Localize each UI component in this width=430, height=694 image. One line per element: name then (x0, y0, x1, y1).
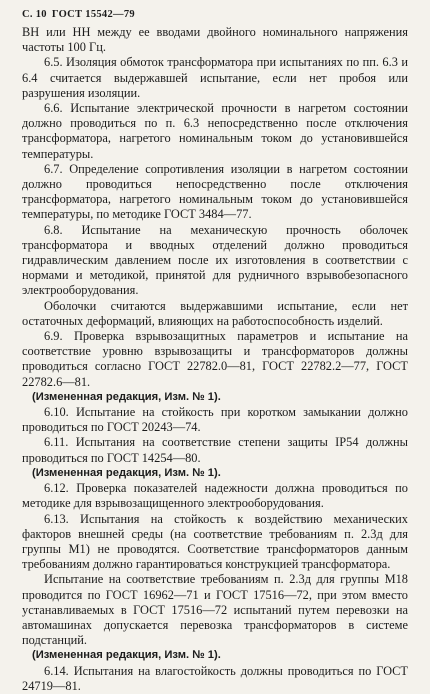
clause-6-13: 6.13. Испытания на стойкость к воздействию механических факторов внешней среды (на соответствие требованиям п. 2.3д для группы М1) не проводятся. Соответствие трансформаторов данным требованиям должно гарантироваться конструкцией трансформатора. (22, 511, 408, 572)
amendment-note: (Измененная редакция, Изм. № 1). (32, 649, 221, 662)
clause-6-5: 6.5. Изоляция обмоток трансформатора при испытаниях по пп. 6.3 и 6.4 считается выдержавшей испытание, если нет пробоя или разрушения изоляции. (22, 55, 408, 100)
amendment-note: (Измененная редакция, Изм. № 1). (32, 466, 221, 479)
clause-6-8-shells: Оболочки считаются выдержавшими испытание, если нет остаточных деформаций, влияющих на работоспособность изделий. (22, 298, 408, 328)
amendment-note: (Измененная редакция, Изм. № 1). (32, 390, 221, 403)
clause-6-6: 6.6. Испытание электрической прочности в нагретом состоянии должно проводиться по п. 6.3 непосредственно после отключения трансформатора, нагретого номинальным током до установившейся температуры. (22, 101, 408, 161)
clause-6-8: 6.8. Испытание на механическую прочность оболочек трансформатора и вводных отделений должно проводиться гидравлическим давлением после их изготовления в соответствии с нормами и методикой, принятой для рудничного взрывобезопасного электрооборудования. (22, 222, 408, 298)
clause-6-14: 6.14. Испытания на влагостойкость должны проводиться по ГОСТ 24719—81. (22, 663, 408, 693)
paragraph-continuation: ВН или НН между ее вводами двойного номинального напряжения частоты 100 Гц. (22, 25, 408, 55)
clause-6-9: 6.9. Проверка взрывозащитных параметров и испытание на соответствие уровню взрывозащиты и трансформаторов должны проводиться согласно ГОСТ 22782.0—81, ГОСТ 22782.2—77, ГОСТ 22782.6—81. (22, 329, 408, 389)
standard-designation: ГОСТ 15542—79 (51, 9, 135, 20)
clause-6-10: 6.10. Испытание на стойкость при коротком замыкании должно проводиться по ГОСТ 20243—74. (22, 405, 408, 435)
clause-6-11: 6.11. Испытания на соответствие степени защиты IP54 должны проводиться по ГОСТ 14254—80. (22, 435, 408, 465)
clause-6-13-m18: Испытание на соответствие требованиям п. 2.3д для группы М18 проводится по ГОСТ 16962—71 и ГОСТ 17516—72, при этом вместо устанавливаемых в ГОСТ 17516—72 испытаний путем перевозки на автомашинах допускается перевозка трансформаторов в системе подстанций. (22, 572, 408, 648)
document-body (22, 25, 408, 694)
clause-6-7: 6.7. Определение сопротивления изоляции в нагретом состоянии должно проводиться непосредственно после отключения трансформатора, нагретого номинальным током до установившейся температуры, по методике ГОСТ 3484—77. (22, 161, 408, 222)
page-number: С. 10 (22, 9, 47, 20)
clause-6-12: 6.12. Проверка показателей надежности должна проводиться по методике для взрывозащищенного электрооборудования. (22, 481, 408, 511)
running-header (22, 9, 408, 20)
